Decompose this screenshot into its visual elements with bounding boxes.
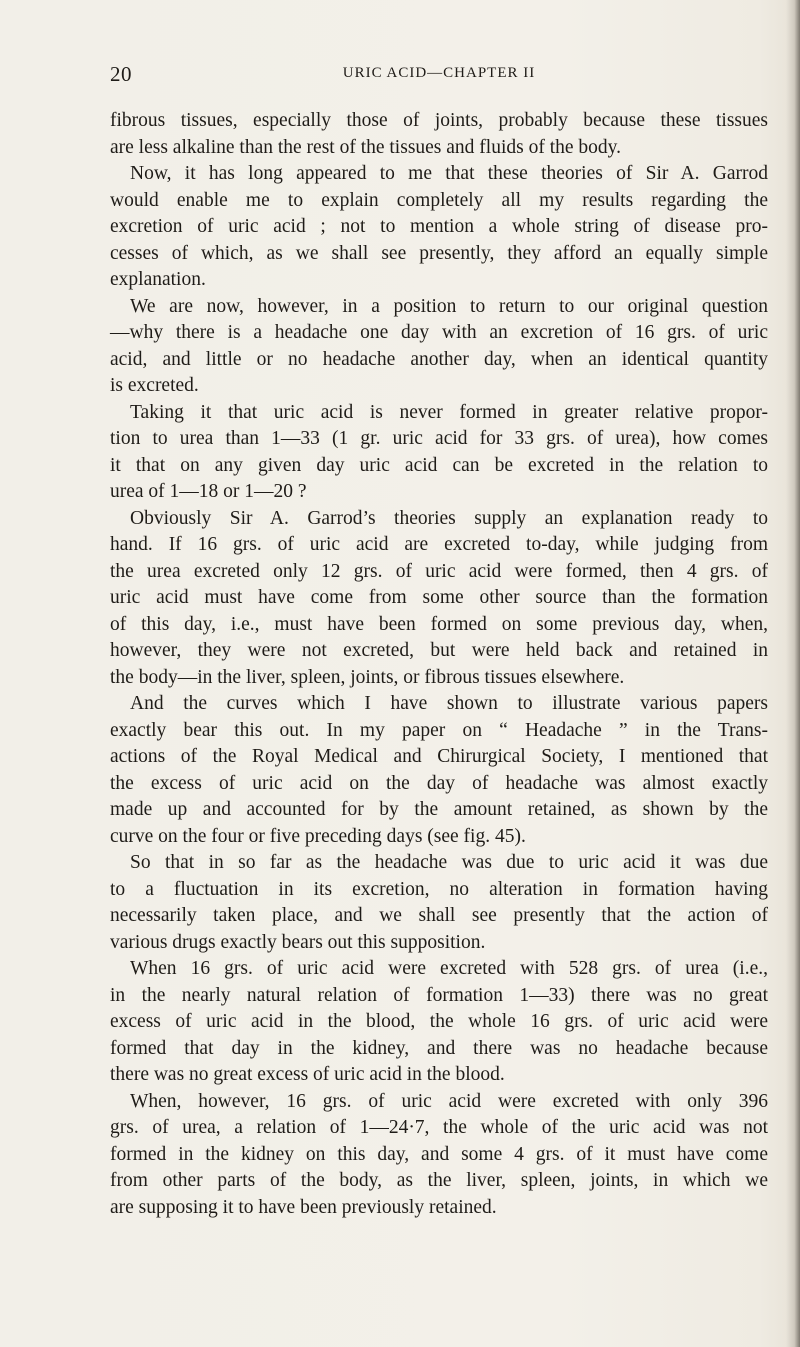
text-line: —why there is a headache one day with an excretion of 16 grs. of uric — [110, 322, 768, 343]
page-header — [110, 62, 768, 88]
text-line: the excess of uric acid on the day of headache was almost exactly — [110, 772, 768, 794]
text-line: of this day, i.e., must have been formed on some previous day, when, — [110, 613, 768, 635]
text-line: are supposing it to have been previously retained. — [110, 1196, 497, 1218]
text-line: is excreted. — [110, 375, 199, 396]
text-line: When, however, 16 grs. of uric acid were excreted with only 396 — [130, 1090, 768, 1112]
text-line: explanation. — [110, 269, 206, 290]
text-line: fibrous tissues, especially those of joints, probably because these tissues — [110, 110, 768, 131]
text-line: however, they were not excreted, but were held back and retained in — [110, 640, 768, 661]
text-line: cesses of which, as we shall see presently, they afford an equally simple — [110, 242, 768, 264]
text-line: necessarily taken place, and we shall see presently that the action of — [110, 905, 768, 926]
text-line: Obviously Sir A. Garrod’s theories supply an explanation ready to — [130, 507, 768, 529]
text-line: to a fluctuation in its excretion, no alteration in formation having — [110, 878, 768, 900]
text-line: So that in so far as the headache was due to uric acid it was due — [130, 852, 768, 873]
text-line: uric acid must have come from some other source than the formation — [110, 587, 768, 608]
running-head: URIC ACID—CHAPTER II — [342, 65, 536, 81]
text-line: in the nearly natural relation of formation 1—33) there was no great — [110, 984, 768, 1006]
text-line: made up and accounted for by the amount retained, as shown by the — [110, 799, 768, 820]
text-line: And the curves which I have shown to illustrate various papers — [130, 693, 768, 714]
text-line: excess of uric acid in the blood, the whole 16 grs. of uric acid were — [110, 1011, 768, 1032]
page-edge-shadow — [786, 0, 800, 1347]
text-line: formed in the kidney on this day, and some 4 grs. of it must have come — [110, 1143, 768, 1165]
text-line: grs. of urea, a relation of 1—24·7, the whole of the uric acid was not — [110, 1117, 768, 1138]
text-line: actions of the Royal Medical and Chirurgical Society, I mentioned that — [110, 746, 768, 767]
text-line: Taking it that uric acid is never formed in greater relative propor- — [130, 401, 768, 423]
text-line: there was no great excess of uric acid in the blood. — [110, 1064, 505, 1085]
text-line: tion to urea than 1—33 (1 gr. uric acid for 33 grs. of urea), how comes — [110, 428, 768, 449]
text-line: the body—in the liver, spleen, joints, or fibrous tissues elsewhere. — [110, 666, 625, 688]
text-line: from other parts of the body, as the liver, spleen, joints, in which we — [110, 1170, 768, 1191]
text-line: urea of 1—18 or 1—20 ? — [110, 481, 307, 502]
text-line: curve on the four or five preceding days (see fig. 45). — [110, 825, 526, 847]
text-line: excretion of uric acid ; not to mention a whole string of disease pro- — [110, 216, 768, 237]
text-line: it that on any given day uric acid can be excreted in the relation to — [110, 454, 768, 476]
body-text — [110, 108, 768, 1221]
text-line: We are now, however, in a position to return to our original question — [130, 295, 768, 317]
text-line: exactly bear this out. In my paper on “ Headache ” in the Trans- — [110, 719, 768, 741]
text-line: various drugs exactly bears out this supposition. — [110, 931, 486, 953]
text-line: would enable me to explain completely all my results regarding the — [110, 189, 768, 211]
text-line: When 16 grs. of uric acid were excreted with 528 grs. of urea (i.e., — [130, 958, 768, 979]
text-line: formed that day in the kidney, and there was no headache because — [110, 1037, 768, 1059]
text-line: Now, it has long appeared to me that these theories of Sir A. Garrod — [130, 163, 768, 184]
text-line: are less alkaline than the rest of the tissues and fluids of the body. — [110, 136, 622, 158]
text-line: hand. If 16 grs. of uric acid are excreted to-day, while judging from — [110, 534, 768, 555]
text-line: the urea excreted only 12 grs. of uric acid were formed, then 4 grs. of — [110, 560, 768, 582]
page-number: 20 — [110, 62, 132, 86]
text-line: acid, and little or no headache another day, when an identical quantity — [110, 348, 768, 370]
